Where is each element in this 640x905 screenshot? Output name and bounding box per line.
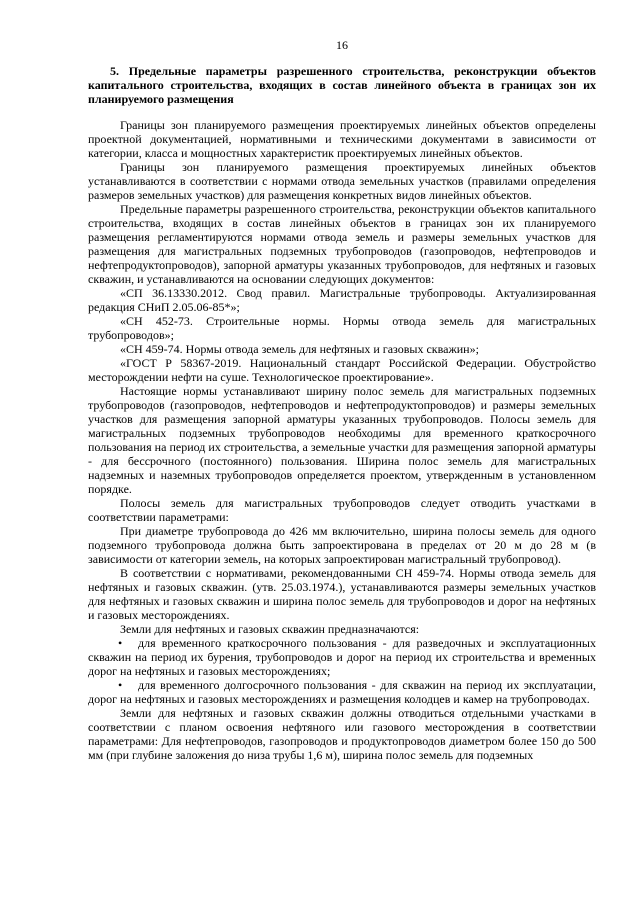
paragraph: Предельные параметры разрешенного строительства, реконструкции объектов капитального строительства, входящих в состав линейных объектов в границах зон их планируемого размещения регламентируются нормами отвода земель и размеры земельных участков для размещения для магистральных подземных трубопроводов (газопроводов, нефтепроводов и нефтепродуктопроводов), запорной арматуры указанных трубопроводов, для нефтяных и газовых скважин, и устанавливаются на основании следующих документов: (88, 202, 596, 286)
page-number: 16 (336, 38, 348, 52)
document-reference: «СН 452-73. Строительные нормы. Нормы отвода земель для магистральных трубопроводов»; (88, 314, 596, 342)
paragraph: Границы зон планируемого размещения проектируемых линейных объектов устанавливаются в соответствии с нормами отвода земельных участков (правилами определения размеров земельных участков) для размещения конкретных видов линейных объектов. (88, 160, 596, 202)
bullet-list-item (88, 636, 596, 678)
bullet-text: для временного долгосрочного пользования - для скважин на период их эксплуатации, дорог на нефтяных и газовых месторождениях и размещения колодцев и камер на трубопроводах. (88, 678, 596, 706)
bullet-icon: • (118, 678, 123, 692)
paragraph: Полосы земель для магистральных трубопроводов следует отводить участками в соответствии параметрами: (88, 496, 596, 524)
bullet-text: для временного краткосрочного пользования - для разведочных и эксплуатационных скважин на период их бурения, трубопроводов и дорог на период их строительства и временных дорог на нефтяных и газовых месторождениях; (88, 636, 596, 678)
document-reference: «СП 36.13330.2012. Свод правил. Магистральные трубопроводы. Актуализированная редакция СНиП 2.05.06-85*»; (88, 286, 596, 314)
section-heading: 5. Предельные параметры разрешенного строительства, реконструкции объектов капитального строительства, входящих в состав линейного объекта в границах зон их планируемого размещения (88, 64, 596, 106)
document-reference: «СН 459-74. Нормы отвода земель для нефтяных и газовых скважин»; (120, 342, 479, 356)
paragraph: В соответствии с нормативами, рекомендованными СН 459-74. Нормы отвода земель для нефтяных и газовых скважин. (утв. 25.03.1974.), устанавливаются размеры земельных участков для нефтяных и газовых скважин и ширина полос земель для трубопроводов и дорог на нефтяных и газовых месторождениях. (88, 566, 596, 622)
bullet-list-item (88, 678, 596, 706)
paragraph: Земли для нефтяных и газовых скважин предназначаются: (120, 622, 420, 636)
document-reference: «ГОСТ Р 58367-2019. Национальный стандарт Российской Федерации. Обустройство месторождении нефти на суше. Технологическое проектирование». (88, 356, 596, 384)
bullet-icon: • (118, 636, 123, 650)
paragraph: Настоящие нормы устанавливают ширину полос земель для магистральных подземных трубопроводов (газопроводов, нефтепроводов и нефтепродуктопроводов) и размеры земельных участков для размещения запорной арматуры указанных трубопроводов. Полосы земель для магистральных подземных трубопроводов необходимы для временного краткосрочного пользования на период их строительства, а земельные участки для размещения запорной арматуры - для бессрочного (постоянного) пользования. Ширина полос земель для магистральных надземных и наземных трубопроводов определяется проектом, утвержденным в установленном порядке. (88, 384, 596, 496)
paragraph: Земли для нефтяных и газовых скважин должны отводиться отдельными участками в соответствии с планом освоения нефтяного или газового месторождения в соответствии параметрами: Для нефтепроводов, газопроводов и продуктопроводов диаметром более 150 до 500 мм (при глубине заложения до низа трубы 1,6 м), ширина полос земель для подземных (88, 706, 596, 762)
paragraph: Границы зон планируемого размещения проектируемых линейных объектов определены проектной документацией, нормативными и техническими документами в зависимости от категории, класса и мощностных характеристик проектируемых линейных объектов. (88, 118, 596, 160)
paragraph: При диаметре трубопровода до 426 мм включительно, ширина полосы земель для одного подземного трубопровода должна быть запроектирована в пределах от 20 м до 28 м (в зависимости от категории земель, на которых запроектирован магистральный трубопровод). (88, 524, 596, 566)
